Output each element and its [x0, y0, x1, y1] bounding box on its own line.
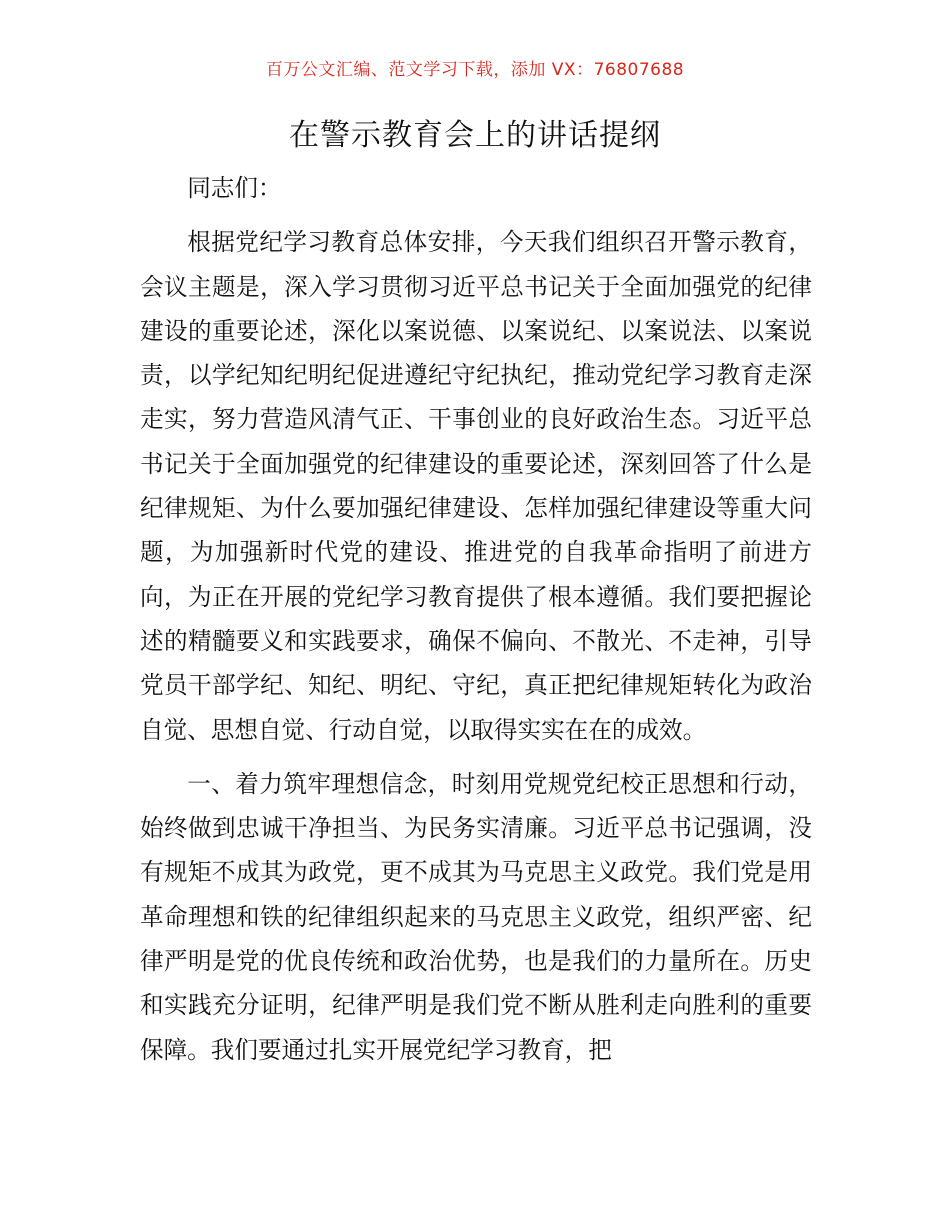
salutation: 同志们： [187, 174, 282, 202]
header-promo-note: 百万公文汇编、范文学习下载，添加 VX：76807688 [265, 60, 685, 80]
document-title: 在警示教育会上的讲话提纲 [289, 118, 661, 153]
document-body [140, 166, 812, 1072]
paragraph-section-one: 一、着力筑牢理想信念，时刻用党规党纪校正思想和行动，始终做到忠诚干净担当、为民务实清廉。习近平总书记强调，没有规矩不成其为政党，更不成其为马克思主义政党。我们党是用革命理想和铁的纪律组织起来的马克思主义政党，组织严密、纪律严明是党的优良传统和政治优势，也是我们的力量所在。历史和实践充分证明，纪律严明是我们党不断从胜利走向胜利的重要保障。我们要通过扎实开展党纪学习教育，把 [140, 769, 812, 1064]
paragraph-intro: 根据党纪学习教育总体安排，今天我们组织召开警示教育，会议主题是，深入学习贯彻习近平总书记关于全面加强党的纪律建设的重要论述，深化以案说德、以案说纪、以案说法、以案说责，以学纪知纪明纪促进遵纪守纪执纪，推动党纪学习教育走深走实，努力营造风清气正、干事创业的良好政治生态。习近平总书记关于全面加强党的纪律建设的重要论述，深刻回答了什么是纪律规矩、为什么要加强纪律建设、怎样加强纪律建设等重大问题，为加强新时代党的建设、推进党的自我革命指明了前进方向，为正在开展的党纪学习教育提供了根本遵循。我们要把握论述的精髓要义和实践要求，确保不偏向、不散光、不走神，引导党员干部学纪、知纪、明纪、守纪，真正把纪律规矩转化为政治自觉、思想自觉、行动自觉，以取得实实在在的成效。 [140, 228, 812, 744]
